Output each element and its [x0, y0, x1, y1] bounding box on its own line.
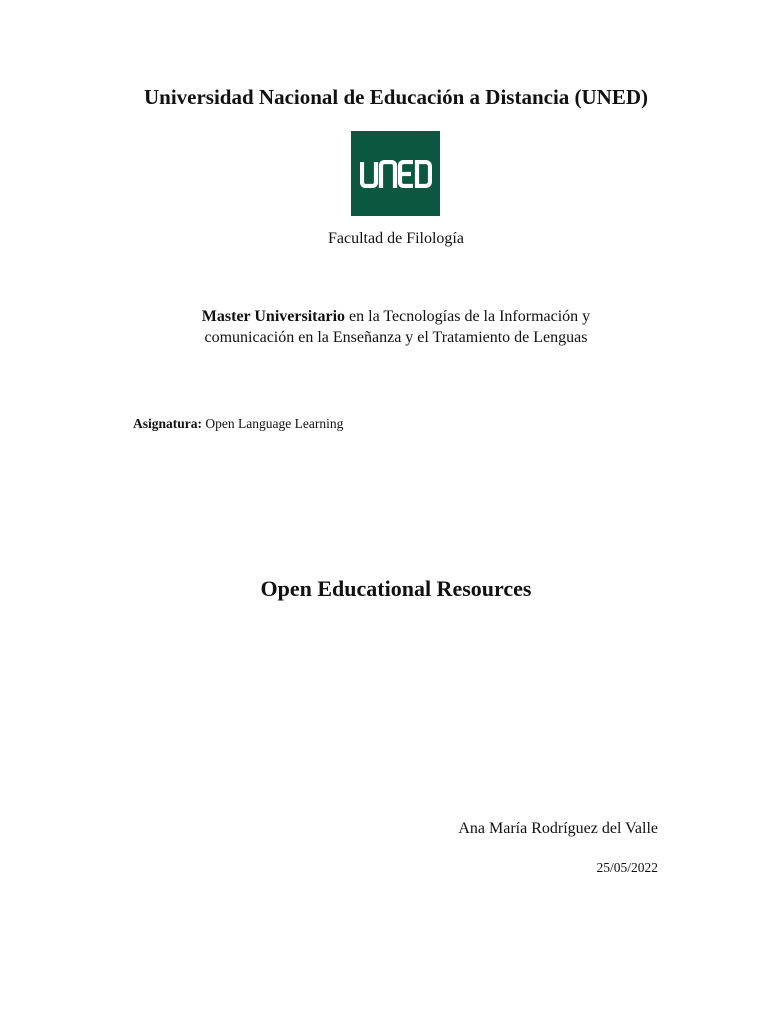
author-name: Ana María Rodríguez del Valle	[458, 820, 658, 837]
document-date: 25/05/2022	[596, 860, 658, 875]
program-line-1-rest: en la Tecnologías de la Información y	[345, 308, 591, 325]
university-name: Universidad Nacional de Educación a Distancia (UNED)	[143, 85, 649, 109]
subject-line	[133, 416, 343, 432]
program-degree: Master Universitario	[201, 308, 346, 325]
program-description	[0, 306, 768, 348]
document-title: Open Educational Resources	[260, 576, 532, 601]
faculty-name: Facultad de Filología	[328, 230, 464, 247]
uned-logo-mark-icon	[360, 160, 432, 188]
program-line-1	[0, 306, 768, 327]
subject-label: Asignatura:	[133, 416, 203, 431]
program-line-2: comunicación en la Enseñanza y el Tratamiento de Lenguas	[204, 329, 588, 346]
uned-logo	[351, 131, 440, 216]
subject-value: Open Language Learning	[202, 416, 344, 431]
